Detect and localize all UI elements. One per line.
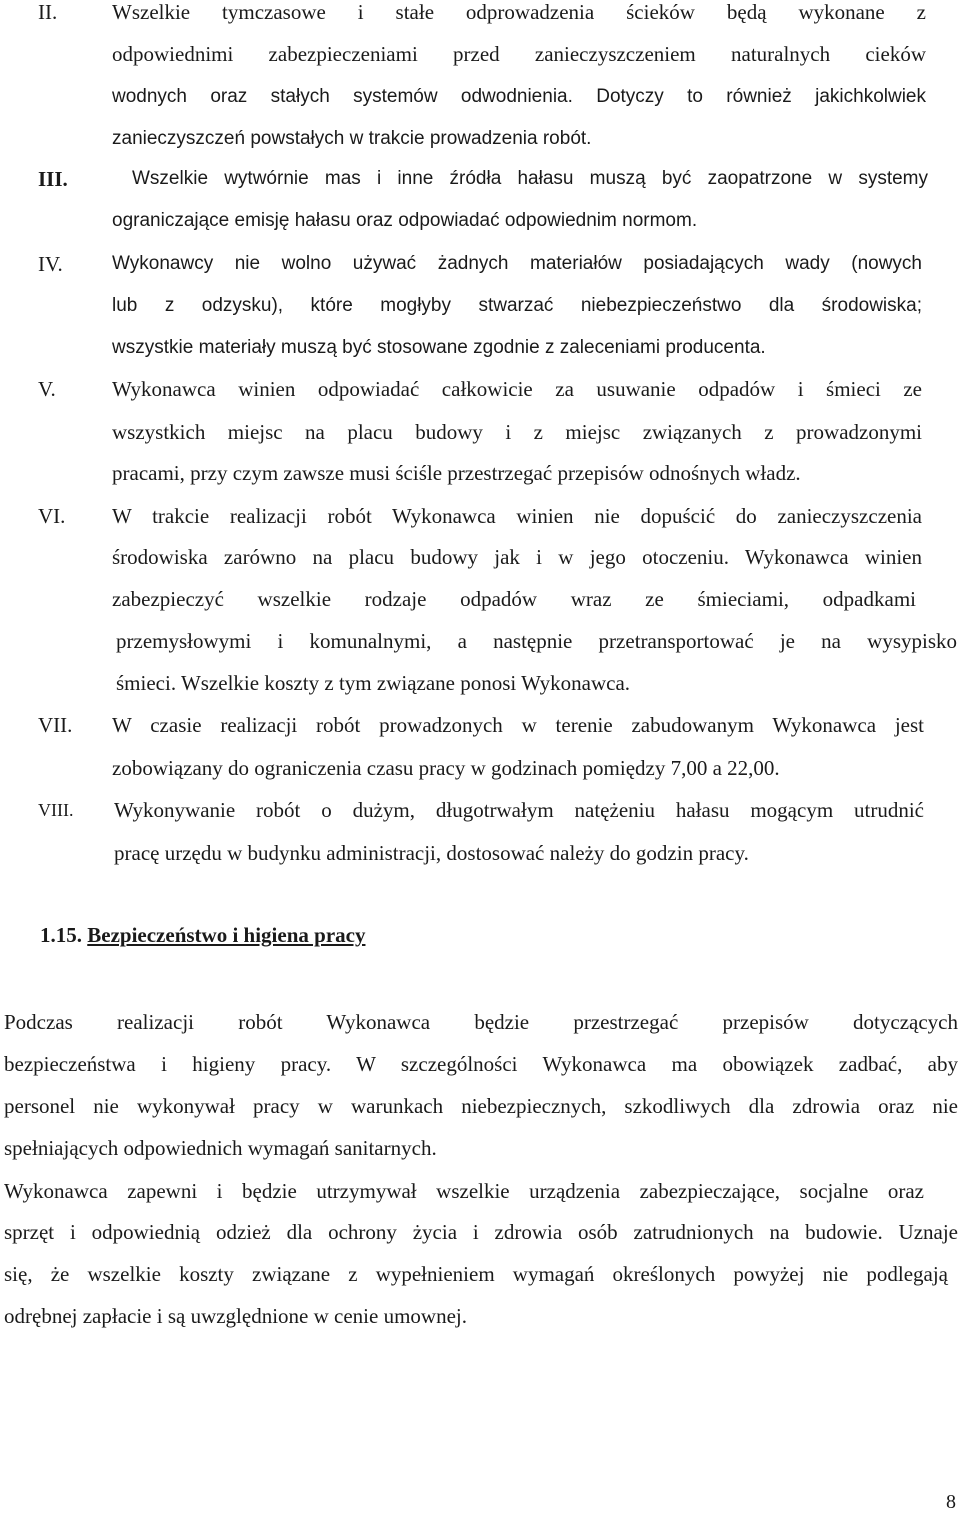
page-number: 8 — [946, 1491, 956, 1513]
paragraph-line: spełniających odpowiednich wymagań sanitarnych. — [4, 1136, 437, 1160]
section-title: Bezpieczeństwo i higiena pracy — [87, 923, 366, 947]
item-numeral: VII. — [38, 713, 73, 737]
item-line: W czasie realizacji robót prowadzonych w terenie zabudowanym Wykonawca jest — [112, 713, 924, 737]
paragraph-line: się, że wszelkie koszty związane z wypełnieniem wymagań określonych powyżej nie podlegają — [4, 1262, 948, 1286]
section-heading — [40, 923, 365, 947]
item-numeral: V. — [38, 377, 56, 401]
item-line: lub z odzysku), które mogłyby stwarzać niebezpieczeństwo dla środowiska; — [112, 295, 922, 316]
paragraph-line: Podczas realizacji robót Wykonawca będzie przestrzegać przepisów dotyczących — [4, 1010, 958, 1034]
paragraph-line: bezpieczeństwa i higieny pracy. W szczególności Wykonawca ma obowiązek zadbać, aby — [4, 1052, 958, 1076]
item-line: wszystkich miejsc na placu budowy i z miejsc związanych z prowadzonymi — [112, 420, 922, 444]
item-line: pracę urzędu w budynku administracji, dostosować należy do godzin pracy. — [114, 841, 749, 865]
item-line: Wszelkie tymczasowe i stałe odprowadzenia ścieków będą wykonane z — [112, 0, 926, 24]
item-line: pracami, przy czym zawsze musi ściśle przestrzegać przepisów odnośnych władz. — [112, 461, 801, 485]
item-line: wodnych oraz stałych systemów odwodnienia. Dotyczy to również jakichkolwiek — [112, 86, 926, 107]
item-line: środowiska zarówno na placu budowy jak i w jego otoczeniu. Wykonawca winien — [112, 545, 922, 569]
item-line: wszystkie materiały muszą być stosowane zgodnie z zaleceniami producenta. — [112, 337, 766, 358]
item-numeral: VI. — [38, 504, 66, 528]
item-line: W trakcie realizacji robót Wykonawca winien nie dopuścić do zanieczyszczenia — [112, 504, 922, 528]
item-line: Wykonywanie robót o dużym, długotrwałym natężeniu hałasu mogącym utrudnić — [114, 798, 924, 822]
item-line: zabezpieczyć wszelkie rodzaje odpadów wraz ze śmieciami, odpadkami — [112, 587, 916, 611]
item-numeral: IV. — [38, 252, 63, 276]
item-line: Wykonawca winien odpowiadać całkowicie za usuwanie odpadów i śmieci ze — [112, 377, 922, 401]
paragraph-line: odrębnej zapłacie i są uwzględnione w cenie umownej. — [4, 1304, 467, 1328]
item-numeral: II. — [38, 0, 58, 24]
paragraph-line: sprzęt i odpowiednią odzież dla ochrony życia i zdrowia osób zatrudnionych na budowie. Uznaje — [4, 1220, 958, 1244]
item-numeral: VIII. — [38, 800, 74, 820]
section-number: 1.15. — [40, 923, 82, 947]
paragraph-line: Wykonawca zapewni i będzie utrzymywał wszelkie urządzenia zabezpieczające, socjalne oraz — [4, 1179, 924, 1203]
item-line: przemysłowymi i komunalnymi, a następnie przetransportować je na wysypisko — [116, 629, 957, 653]
paragraph-line: personel nie wykonywał pracy w warunkach niebezpiecznych, szkodliwych dla zdrowia oraz nie — [4, 1094, 958, 1118]
item-line: Wykonawcy nie wolno używać żadnych materiałów posiadających wady (nowych — [112, 253, 922, 274]
item-line: Wszelkie wytwórnie mas i inne źródła hałasu muszą być zaopatrzone w systemy — [132, 168, 928, 189]
item-line: zanieczyszczeń powstałych w trakcie prowadzenia robót. — [112, 128, 592, 149]
item-line: zobowiązany do ograniczenia czasu pracy w godzinach pomiędzy 7,00 a 22,00. — [112, 756, 780, 780]
item-line: ograniczające emisję hałasu oraz odpowiadać odpowiednim normom. — [112, 210, 698, 231]
item-line: śmieci. Wszelkie koszty z tym związane ponosi Wykonawca. — [116, 671, 631, 695]
item-line: odpowiednimi zabezpieczeniami przed zanieczyszczeniem naturalnych cieków — [112, 42, 926, 66]
item-numeral: III. — [38, 167, 68, 191]
